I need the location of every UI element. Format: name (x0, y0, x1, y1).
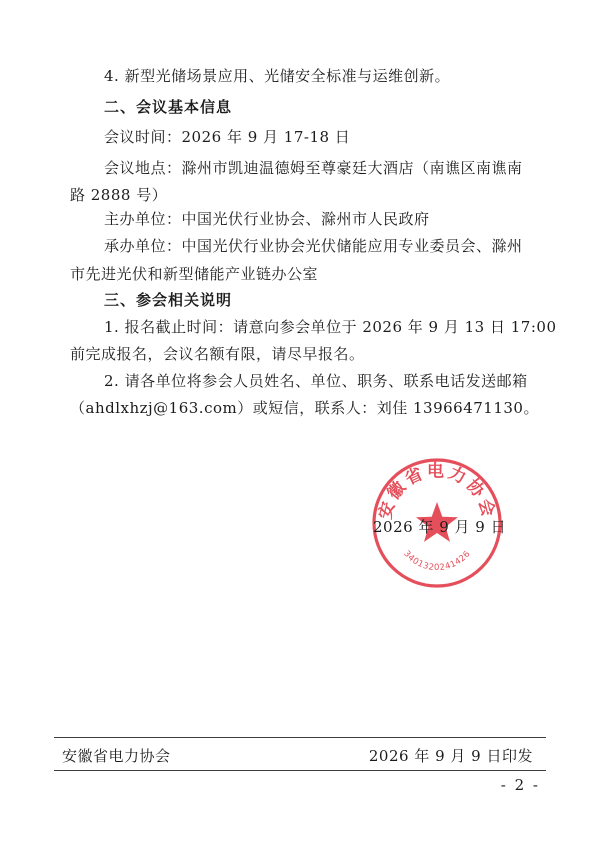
organizer-cont: 市先进光伏和新型储能产业链办公室 (70, 265, 319, 283)
seal-number-text: 3401320241426 (401, 549, 473, 574)
footer-bottom-rule (54, 770, 546, 771)
topic-item-4: 4. 新型光储场景应用、光储安全标准与运维创新。 (104, 67, 451, 85)
submission-instruction: 2. 请各单位将参会人员姓名、单位、职务、联系电话发送邮箱 (104, 372, 528, 390)
footer-top-rule (54, 737, 546, 738)
section-heading-2: 二、会议基本信息 (104, 98, 233, 116)
registration-deadline: 1. 报名截止时间：请意向参会单位于 2026 年 9 月 13 日 17:00 (104, 318, 557, 336)
meeting-time: 会议时间：2026 年 9 月 17-18 日 (104, 128, 351, 146)
meeting-venue: 会议地点：滁州市凯迪温德姆至尊豪廷大酒店（南谯区南谯南 (104, 159, 523, 177)
seal-name-text: 安徽省电力协会 (375, 461, 499, 522)
submission-instruction-cont: （ahdlxhzj@163.com）或短信，联系人：刘佳 13966471130。 (70, 399, 539, 417)
footer-org: 安徽省电力协会 (62, 747, 171, 765)
host-org: 主办单位：中国光伏行业协会、滁州市人民政府 (104, 210, 430, 228)
registration-deadline-cont: 前完成报名，会议名额有限，请尽早报名。 (70, 345, 365, 363)
footer-print-date: 2026 年 9 月 9 日印发 (368, 747, 533, 765)
signature-date: 2026 年 9 月 9 日 (373, 518, 507, 536)
meeting-venue-cont: 路 2888 号） (70, 186, 168, 204)
svg-text:3401320241426 (401, 549, 472, 573)
organizer: 承办单位：中国光伏行业协会光伏储能应用专业委员会、滁州 (104, 237, 523, 255)
section-heading-3: 三、参会相关说明 (104, 291, 233, 309)
page-number: - 2 - (500, 776, 540, 794)
